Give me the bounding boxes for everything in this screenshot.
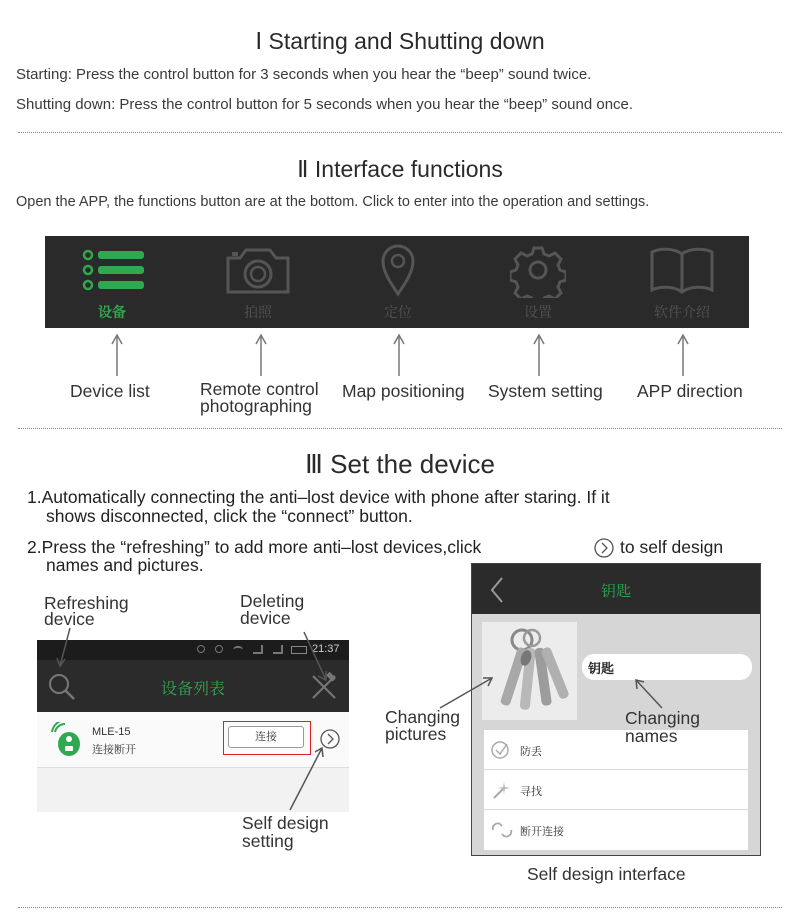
unlink-icon (490, 818, 514, 842)
menu-label: 断开连接 (520, 825, 564, 838)
starting-instruction: Starting: Press the control button for 3 seconds when you hear the “beep” sound twice. (16, 66, 592, 83)
status-time: 21:37 (312, 643, 340, 655)
divider (18, 907, 782, 908)
tab-settings[interactable] (488, 236, 588, 328)
section1-title: Ⅰ Starting and Shutting down (255, 28, 545, 54)
connect-button[interactable]: 连接 (228, 726, 304, 748)
self-design-header (472, 564, 760, 614)
tab-label: 设备 (98, 305, 126, 321)
tab-device-list[interactable] (62, 236, 162, 328)
step2-line2: names and pictures. (46, 555, 204, 575)
callout-self-design: Self design (242, 813, 329, 833)
camera-icon (223, 242, 293, 298)
section2-title: Ⅱ Interface functions (297, 156, 503, 182)
name-field[interactable]: 钥匙 (582, 654, 752, 680)
tab-pointer-arrows (0, 330, 800, 380)
caption-device-list: Device list (70, 381, 150, 401)
callout-changing-pictures-2: pictures (385, 724, 447, 744)
location-pin-icon (380, 242, 416, 298)
caption-map-positioning: Map positioning (342, 381, 465, 401)
callout-refreshing-2: device (44, 609, 95, 629)
step2-line1: 2.Press the “refreshing” to add more anti–lost devices,click (27, 537, 482, 557)
step1-line2: shows disconnected, click the “connect” button. (46, 506, 413, 526)
device-list-title: 设备列表 (160, 679, 225, 698)
book-icon (648, 246, 716, 294)
callout-changing-pictures: Changing (385, 707, 460, 727)
caption-photographing: photographing (200, 396, 312, 416)
tab-label: 软件介绍 (654, 305, 710, 321)
menu-label: 防丢 (520, 745, 542, 758)
menu-item-disconnect[interactable] (484, 810, 748, 850)
gear-icon (510, 242, 566, 298)
interface-intro: Open the APP, the functions button are at the bottom. Click to enter into the operation and settings. (16, 194, 650, 210)
caption-app-direction: APP direction (637, 381, 743, 401)
tab-label: 设置 (524, 305, 552, 321)
tab-label: 拍照 (244, 305, 272, 321)
caption-system-setting: System setting (488, 381, 603, 401)
section3-title: Ⅲ Set the device (305, 449, 495, 479)
tab-location[interactable] (348, 236, 448, 328)
step2-line1-end: to self design (620, 537, 724, 557)
tab-label: 定位 (384, 305, 412, 321)
device-status: 连接断开 (92, 743, 136, 756)
callout-deleting-2: device (240, 608, 291, 628)
tab-app-intro[interactable] (632, 236, 732, 328)
app-tab-bar (45, 236, 749, 328)
self-design-caption: Self design interface (527, 864, 686, 884)
callout-changing-names: Changing (625, 708, 700, 728)
tab-camera[interactable] (208, 236, 308, 328)
menu-item-find[interactable] (484, 770, 748, 810)
divider (18, 428, 782, 429)
menu-label: 寻找 (520, 785, 542, 798)
self-design-title: 钥匙 (600, 582, 631, 600)
find-icon (490, 778, 514, 802)
device-list-icon (82, 248, 152, 294)
divider (18, 132, 782, 133)
chevron-circle-icon (593, 537, 615, 559)
shutting-instruction: Shutting down: Press the control button for 5 seconds when you hear the “beep” sound once. (16, 96, 634, 113)
caption-remote-control: Remote control (200, 379, 319, 399)
callout-deleting: Deleting (240, 591, 305, 611)
callout-self-design-2: setting (242, 831, 294, 851)
callout-refreshing: Refreshing (44, 593, 129, 613)
device-name: MLE-15 (92, 726, 131, 738)
callout-arrows-left (0, 600, 400, 820)
step1-line1: 1.Automatically connecting the anti–lost device with phone after staring. If it (27, 487, 610, 507)
callout-changing-names-2: names (625, 726, 678, 746)
